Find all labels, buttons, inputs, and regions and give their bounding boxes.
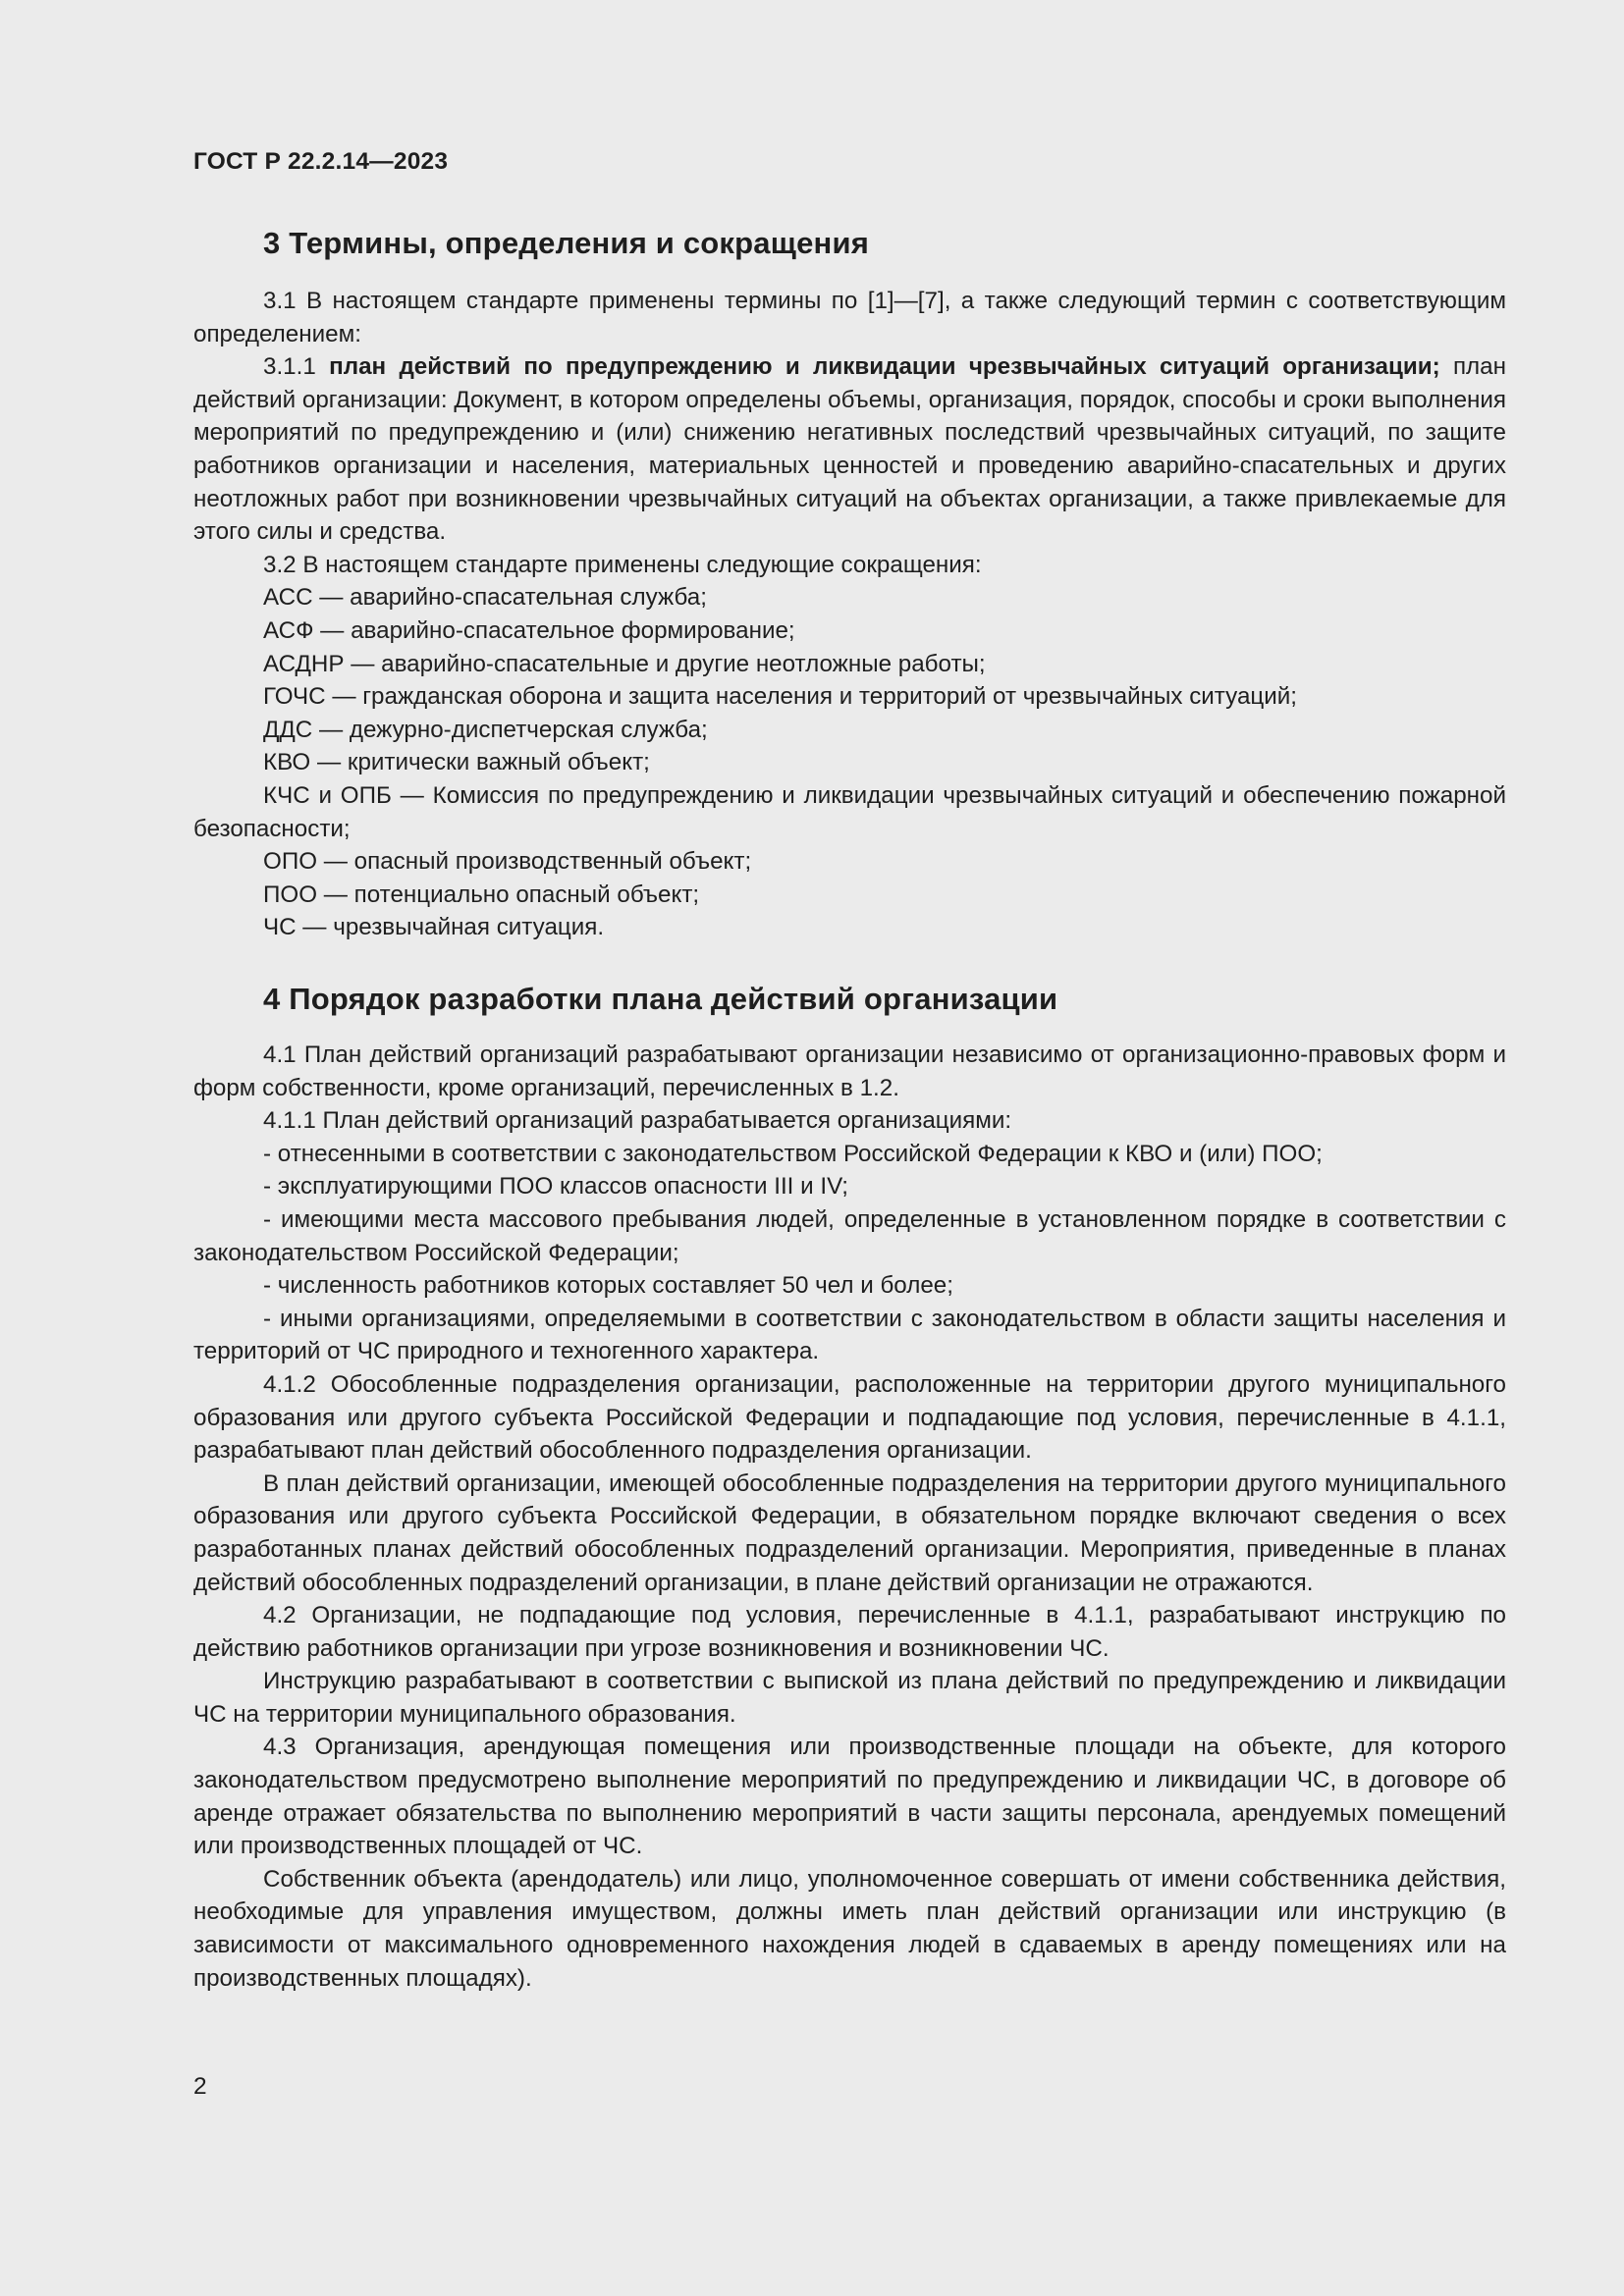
list-item: - численность работников которых составляет 50 чел и более;	[263, 1272, 953, 1300]
abbreviation-item: ОПО — опасный производственный объект;	[263, 848, 752, 876]
paragraph-4-2: 4.2 Организации, не подпадающие под условия, перечисленные в 4.1.1, разрабатывают инструкцию по действию работников организации при угрозе возникновения и возникновении ЧС.	[193, 1602, 1506, 1662]
abbreviation-item: ДДС — дежурно-диспетчерская служба;	[263, 716, 708, 743]
document-code: ГОСТ Р 22.2.14—2023	[193, 148, 449, 175]
paragraph-4-1: 4.1 План действий организаций разрабатывают организации независимо от организационно-правовых форм и форм собственности, кроме организаций, перечисленных в 1.2.	[193, 1041, 1506, 1101]
clause-number: 3.1.1	[263, 353, 330, 381]
abbreviation-item: ЧС — чрезвычайная ситуация.	[263, 914, 605, 941]
page-number: 2	[193, 2073, 207, 2100]
paragraph-4-1-2-continued: В план действий организации, имеющей обособленные подразделения на территории другого муниципального образования или другого субъекта Российской Федерации, в обязательном порядке включают сведения о всех разработанных планах действий обособленных подразделений организации. Мероприятия, приведенные в планах действий обособленных подразделений организации, в плане действий организации не отражаются.	[193, 1469, 1506, 1596]
paragraph-3-2: 3.2 В настоящем стандарте применены следующие сокращения:	[263, 551, 982, 578]
document-page	[193, 0, 1506, 2296]
section-4-body	[193, 1039, 1506, 1995]
abbreviation-item: АСС — аварийно-спасательная служба;	[263, 584, 707, 612]
abbreviation-item: ГОЧС — гражданская оборона и защита населения и территорий от чрезвычайных ситуаций;	[263, 683, 1298, 711]
paragraph-4-1-2: 4.1.2 Обособленные подразделения организации, расположенные на территории другого муниципального образования или другого субъекта Российской Федерации и подпадающие под условия, перечисленные в 4.1.1, разрабатывают план действий обособленного подразделения организации.	[193, 1370, 1506, 1465]
list-item: - иными организациями, определяемыми в соответствии с законодательством в области защиты населения и территорий от ЧС природного и техногенного характера.	[193, 1305, 1506, 1365]
section-3-body	[193, 285, 1506, 944]
paragraph-3-1: 3.1 В настоящем стандарте применены термины по [1]—[7], а также следующий термин с соответствующим определением:	[193, 288, 1506, 347]
abbreviation-item: АСДНР — аварийно-спасательные и другие неотложные работы;	[263, 650, 986, 677]
abbreviation-item: КВО — критически важный объект;	[263, 749, 650, 776]
abbreviation-item: АСФ — аварийно-спасательное формирование;	[263, 616, 795, 644]
section-4-heading: 4 Порядок разработки плана действий организации	[263, 982, 1058, 1016]
list-item: - имеющими места массового пребывания людей, определенные в установленном порядке в соответствии с законодательством Российской Федерации;	[193, 1205, 1506, 1266]
paragraph-3-1-1	[193, 350, 1506, 549]
paragraph-4-2-continued: Инструкцию разрабатывают в соответствии с выпиской из плана действий по предупреждению и ликвидации ЧС на территории муниципального образования.	[193, 1668, 1506, 1728]
defined-term: план действий по предупреждению и ликвидации чрезвычайных ситуаций организации;	[329, 353, 1440, 381]
paragraph-4-1-1: 4.1.1 План действий организаций разрабатывается организациями:	[263, 1107, 1012, 1135]
paragraph-4-3: 4.3 Организация, арендующая помещения или производственные площади на объекте, для которого законодательством предусмотрено выполнение мероприятий по предупреждению и ликвидации ЧС, в договоре об аренде отражает обязательства по выполнению мероприятий в части защиты персонала, арендуемых помещений или производственных площадей от ЧС.	[193, 1734, 1506, 1860]
list-item: - эксплуатирующими ПОО классов опасности III и IV;	[263, 1173, 849, 1201]
abbreviation-item: КЧС и ОПБ — Комиссия по предупреждению и ликвидации чрезвычайных ситуаций и обеспечению пожарной безопасности;	[193, 781, 1506, 842]
abbreviation-item: ПОО — потенциально опасный объект;	[263, 881, 700, 908]
list-item: - отнесенными в соответствии с законодательством Российской Федерации к КВО и (или) ПОО;	[263, 1140, 1323, 1167]
section-3-heading: 3 Термины, определения и сокращения	[263, 226, 869, 260]
term-definition: план действий организации: Документ, в котором определены объемы, организация, порядок, способы и сроки выполнения мероприятий по предупреждению и (или) снижению негативных последствий чрезвычайных ситуаций, по защите работников организации и населения, материальных ценностей и проведению аварийно-спасательных и других неотложных работ при возникновении чрезвычайных ситуаций на объектах организации, а также привлекаемые для этого силы и средства.	[193, 353, 1506, 546]
paragraph-4-3-continued: Собственник объекта (арендодатель) или лицо, уполномоченное совершать от имени собственника действия, необходимые для управления имуществом, должны иметь план действий организации или инструкцию (в зависимости от максимального одновременного нахождения людей в сдаваемых в аренду помещениях или на производственных площадях).	[193, 1865, 1506, 1992]
